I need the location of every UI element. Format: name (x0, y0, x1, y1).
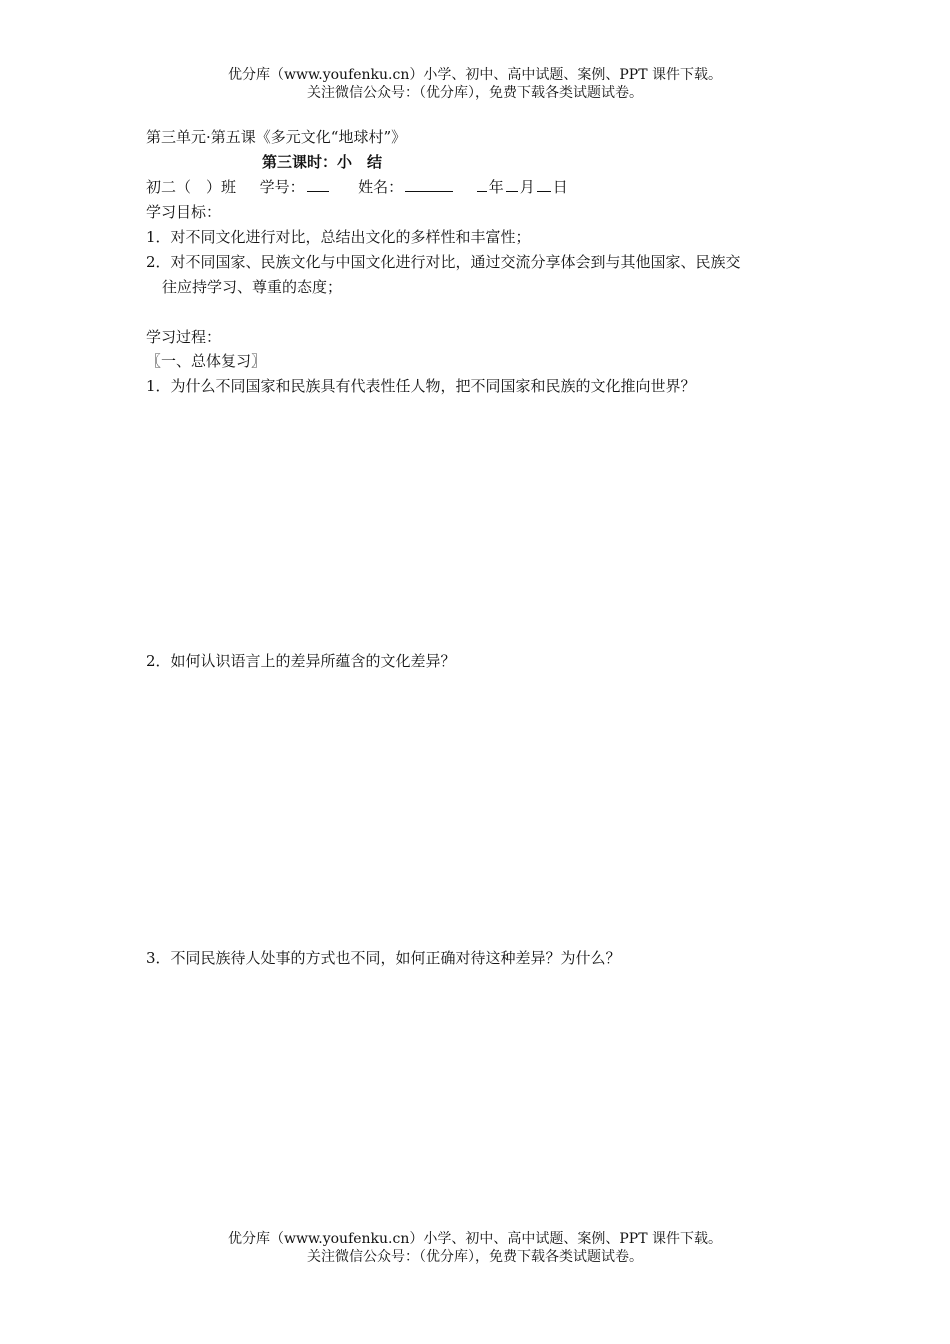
footer-line-1: 优分库（www.youfenku.cn）小学、初中、高中试题、案例、PPT 课件下载。 (227, 1231, 722, 1247)
month-label: 月 (519, 178, 535, 196)
question-3: 3．不同民族待人处事的方式也不同，如何正确对待这种差异？为什么？ (146, 949, 621, 967)
goal-2: 2．对不同国家、民族文化与中国文化进行对比，通过交流分享体会到与其他国家、民族交 (146, 253, 741, 271)
page-header (0, 66, 950, 102)
student-name-blank[interactable] (405, 176, 453, 192)
day-blank[interactable] (537, 176, 551, 192)
unit-title: 第三单元·第五课《多元文化“地球村”》 (146, 128, 407, 146)
student-info-line (146, 176, 568, 198)
goal-2-continued: 往应持学习、尊重的态度； (162, 278, 343, 296)
goals-heading: 学习目标： (146, 203, 222, 221)
section-heading-review: 〖一、总体复习〗 (146, 352, 267, 370)
header-line-2: 关注微信公众号：（优分库），免费下载各类试题试卷。 (307, 85, 643, 101)
process-heading: 学习过程： (146, 328, 222, 346)
question-2: 2．如何认识语言上的差异所蕴含的文化差异？ (146, 652, 456, 670)
header-line-1: 优分库（www.youfenku.cn）小学、初中、高中试题、案例、PPT 课件下载。 (227, 67, 722, 83)
class-label: 初二（ ）班 (146, 178, 237, 196)
question-1: 1．为什么不同国家和民族具有代表性任人物，把不同国家和民族的文化推向世界？ (146, 377, 696, 395)
footer-line-2: 关注微信公众号：（优分库），免费下载各类试题试卷。 (307, 1249, 643, 1265)
day-label: 日 (552, 178, 568, 196)
month-blank[interactable] (506, 176, 518, 192)
year-blank[interactable] (477, 176, 487, 192)
student-name-label: 姓名： (358, 178, 404, 196)
student-number-blank[interactable] (307, 176, 329, 192)
student-number-label: 学号： (259, 178, 305, 196)
year-label: 年 (488, 178, 504, 196)
page-footer (0, 1230, 950, 1266)
lesson-title: 第三课时：小 结 (262, 153, 383, 171)
goal-1: 1．对不同文化进行对比，总结出文化的多样性和丰富性； (146, 228, 531, 246)
